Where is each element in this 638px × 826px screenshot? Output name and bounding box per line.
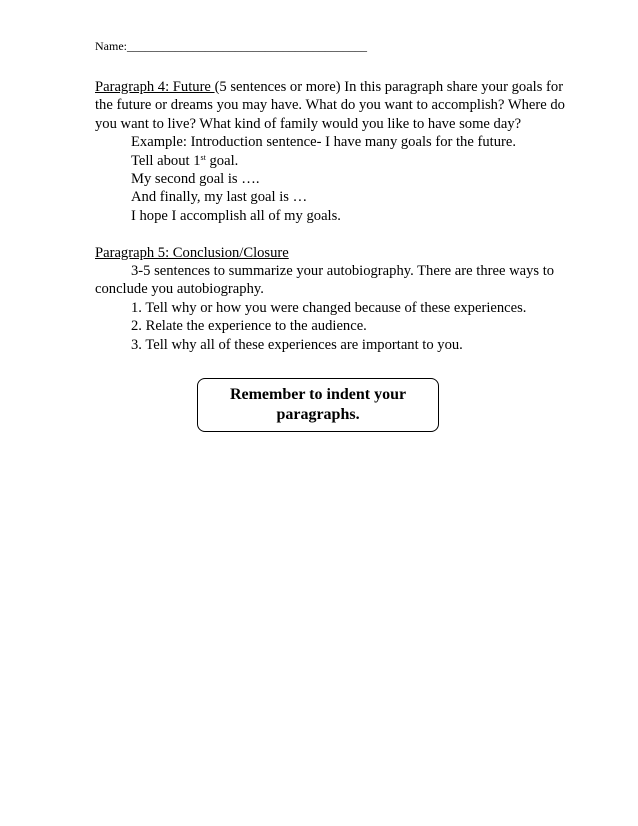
section-spacer (95, 225, 565, 243)
paragraph-4-second-goal-line: My second goal is …. (131, 171, 260, 188)
name-field-line (95, 38, 367, 54)
paragraph-5-item-3: 3. Tell why all of these experiences are important to you. (131, 336, 463, 353)
paragraph-4-example-line: Example: Introduction sentence- I have many goals for the future. (131, 134, 516, 151)
paragraph-5-item-1: 1. Tell why or how you were changed because of these experiences. (131, 299, 527, 316)
paragraph-5-item-2: 2. Relate the experience to the audience. (131, 318, 367, 335)
paragraph-4-intro: (5 sentences or more) In this paragraph share your goals for the future or dreams you may have. What do you want to accomplish? Where do you want to live? What kind of family would you like to have some day? (95, 79, 565, 132)
paragraph-4-block (95, 78, 565, 133)
instructions-body (95, 78, 565, 354)
indent-reminder-text: Remember to indent your paragraphs. (229, 386, 407, 423)
paragraph-4-closing-line: I hope I accomplish all of my goals. (131, 207, 341, 224)
name-blank: ________________________________________ (127, 39, 367, 53)
paragraph-4-last-goal-line: And finally, my last goal is … (131, 189, 308, 206)
indent-reminder-box (197, 378, 439, 432)
paragraph-4-first-goal-line (95, 152, 565, 170)
paragraph-4-heading: Paragraph 4: Future (95, 79, 215, 95)
first-goal-tail: goal. (205, 152, 239, 169)
first-goal-text: Tell about 1 (131, 152, 201, 169)
paragraph-5-heading: Paragraph 5: Conclusion/Closure (95, 244, 289, 261)
ordinal-suffix: st (200, 152, 206, 162)
name-label: Name: (95, 39, 127, 53)
paragraph-5-intro: 3-5 sentences to summarize your autobiography. There are three ways to conclude you autobiography. (95, 263, 555, 298)
